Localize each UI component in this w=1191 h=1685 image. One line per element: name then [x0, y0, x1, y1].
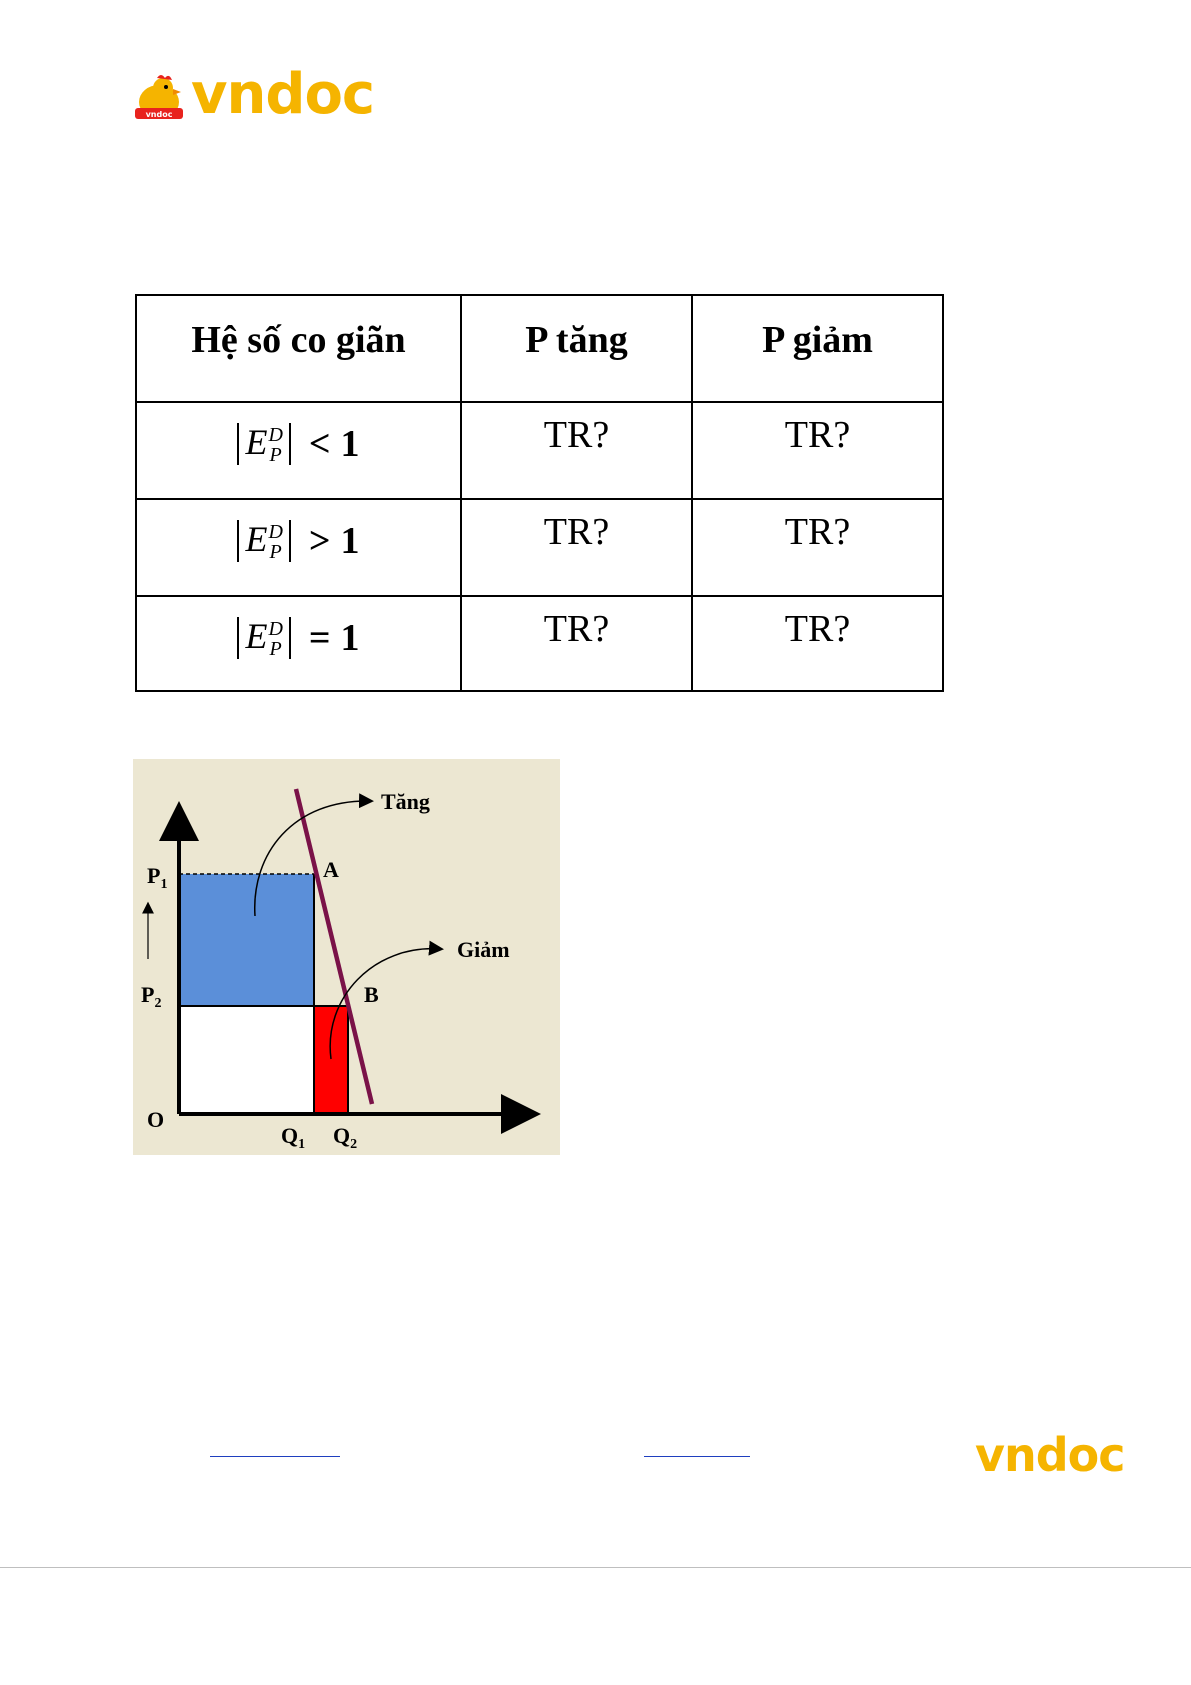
label-point-b: B [364, 982, 379, 1007]
revenue-cell-price-up: TR? [461, 402, 692, 499]
vndoc-logo-header[interactable] [133, 62, 375, 127]
label-origin: O [147, 1107, 165, 1132]
brand-wordmark: vndoc [191, 62, 375, 127]
header-price-up: P tăng [461, 295, 692, 402]
revenue-cell-price-down: TR? [692, 596, 943, 691]
elasticity-condition: E D P > 1 [136, 499, 461, 596]
label-increase: Tăng [381, 789, 430, 814]
label-point-a: A [323, 857, 339, 882]
revenue-change-diagram [133, 759, 560, 1155]
chicken-mascot-icon [133, 72, 187, 124]
elasticity-condition: E D P = 1 [136, 596, 461, 691]
revenue-gain-area [179, 874, 314, 1006]
label-q2: $Q_2$ [333, 1123, 358, 1152]
footer-link-2[interactable] [644, 1456, 750, 1457]
table-header-row [136, 295, 943, 402]
table-row [136, 402, 943, 499]
revenue-cell-price-up: TR? [461, 499, 692, 596]
label-decrease: Giảm [457, 937, 510, 962]
footer-link-1[interactable] [210, 1456, 340, 1457]
header-elasticity: Hệ số co giãn [136, 295, 461, 402]
revenue-loss-area [314, 1006, 348, 1114]
lower-revenue-area [179, 1006, 314, 1114]
revenue-cell-price-down: TR? [692, 499, 943, 596]
mascot-caption: vndoc [145, 110, 173, 119]
revenue-cell-price-up: TR? [461, 596, 692, 691]
label-q1: $Q_1$ [281, 1123, 306, 1152]
table-row [136, 596, 943, 691]
elasticity-condition: E D P < 1 [136, 402, 461, 499]
footer-divider [0, 1567, 1191, 1568]
elasticity-revenue-table [135, 294, 944, 692]
brand-wordmark-footer: vndoc [975, 1428, 1125, 1482]
revenue-cell-price-down: TR? [692, 402, 943, 499]
vndoc-logo-footer[interactable] [975, 1428, 1125, 1482]
table-row [136, 499, 943, 596]
label-p2: $P_2$ [141, 982, 162, 1011]
label-p1: $P_1$ [147, 863, 168, 892]
header-price-down: P giảm [692, 295, 943, 402]
